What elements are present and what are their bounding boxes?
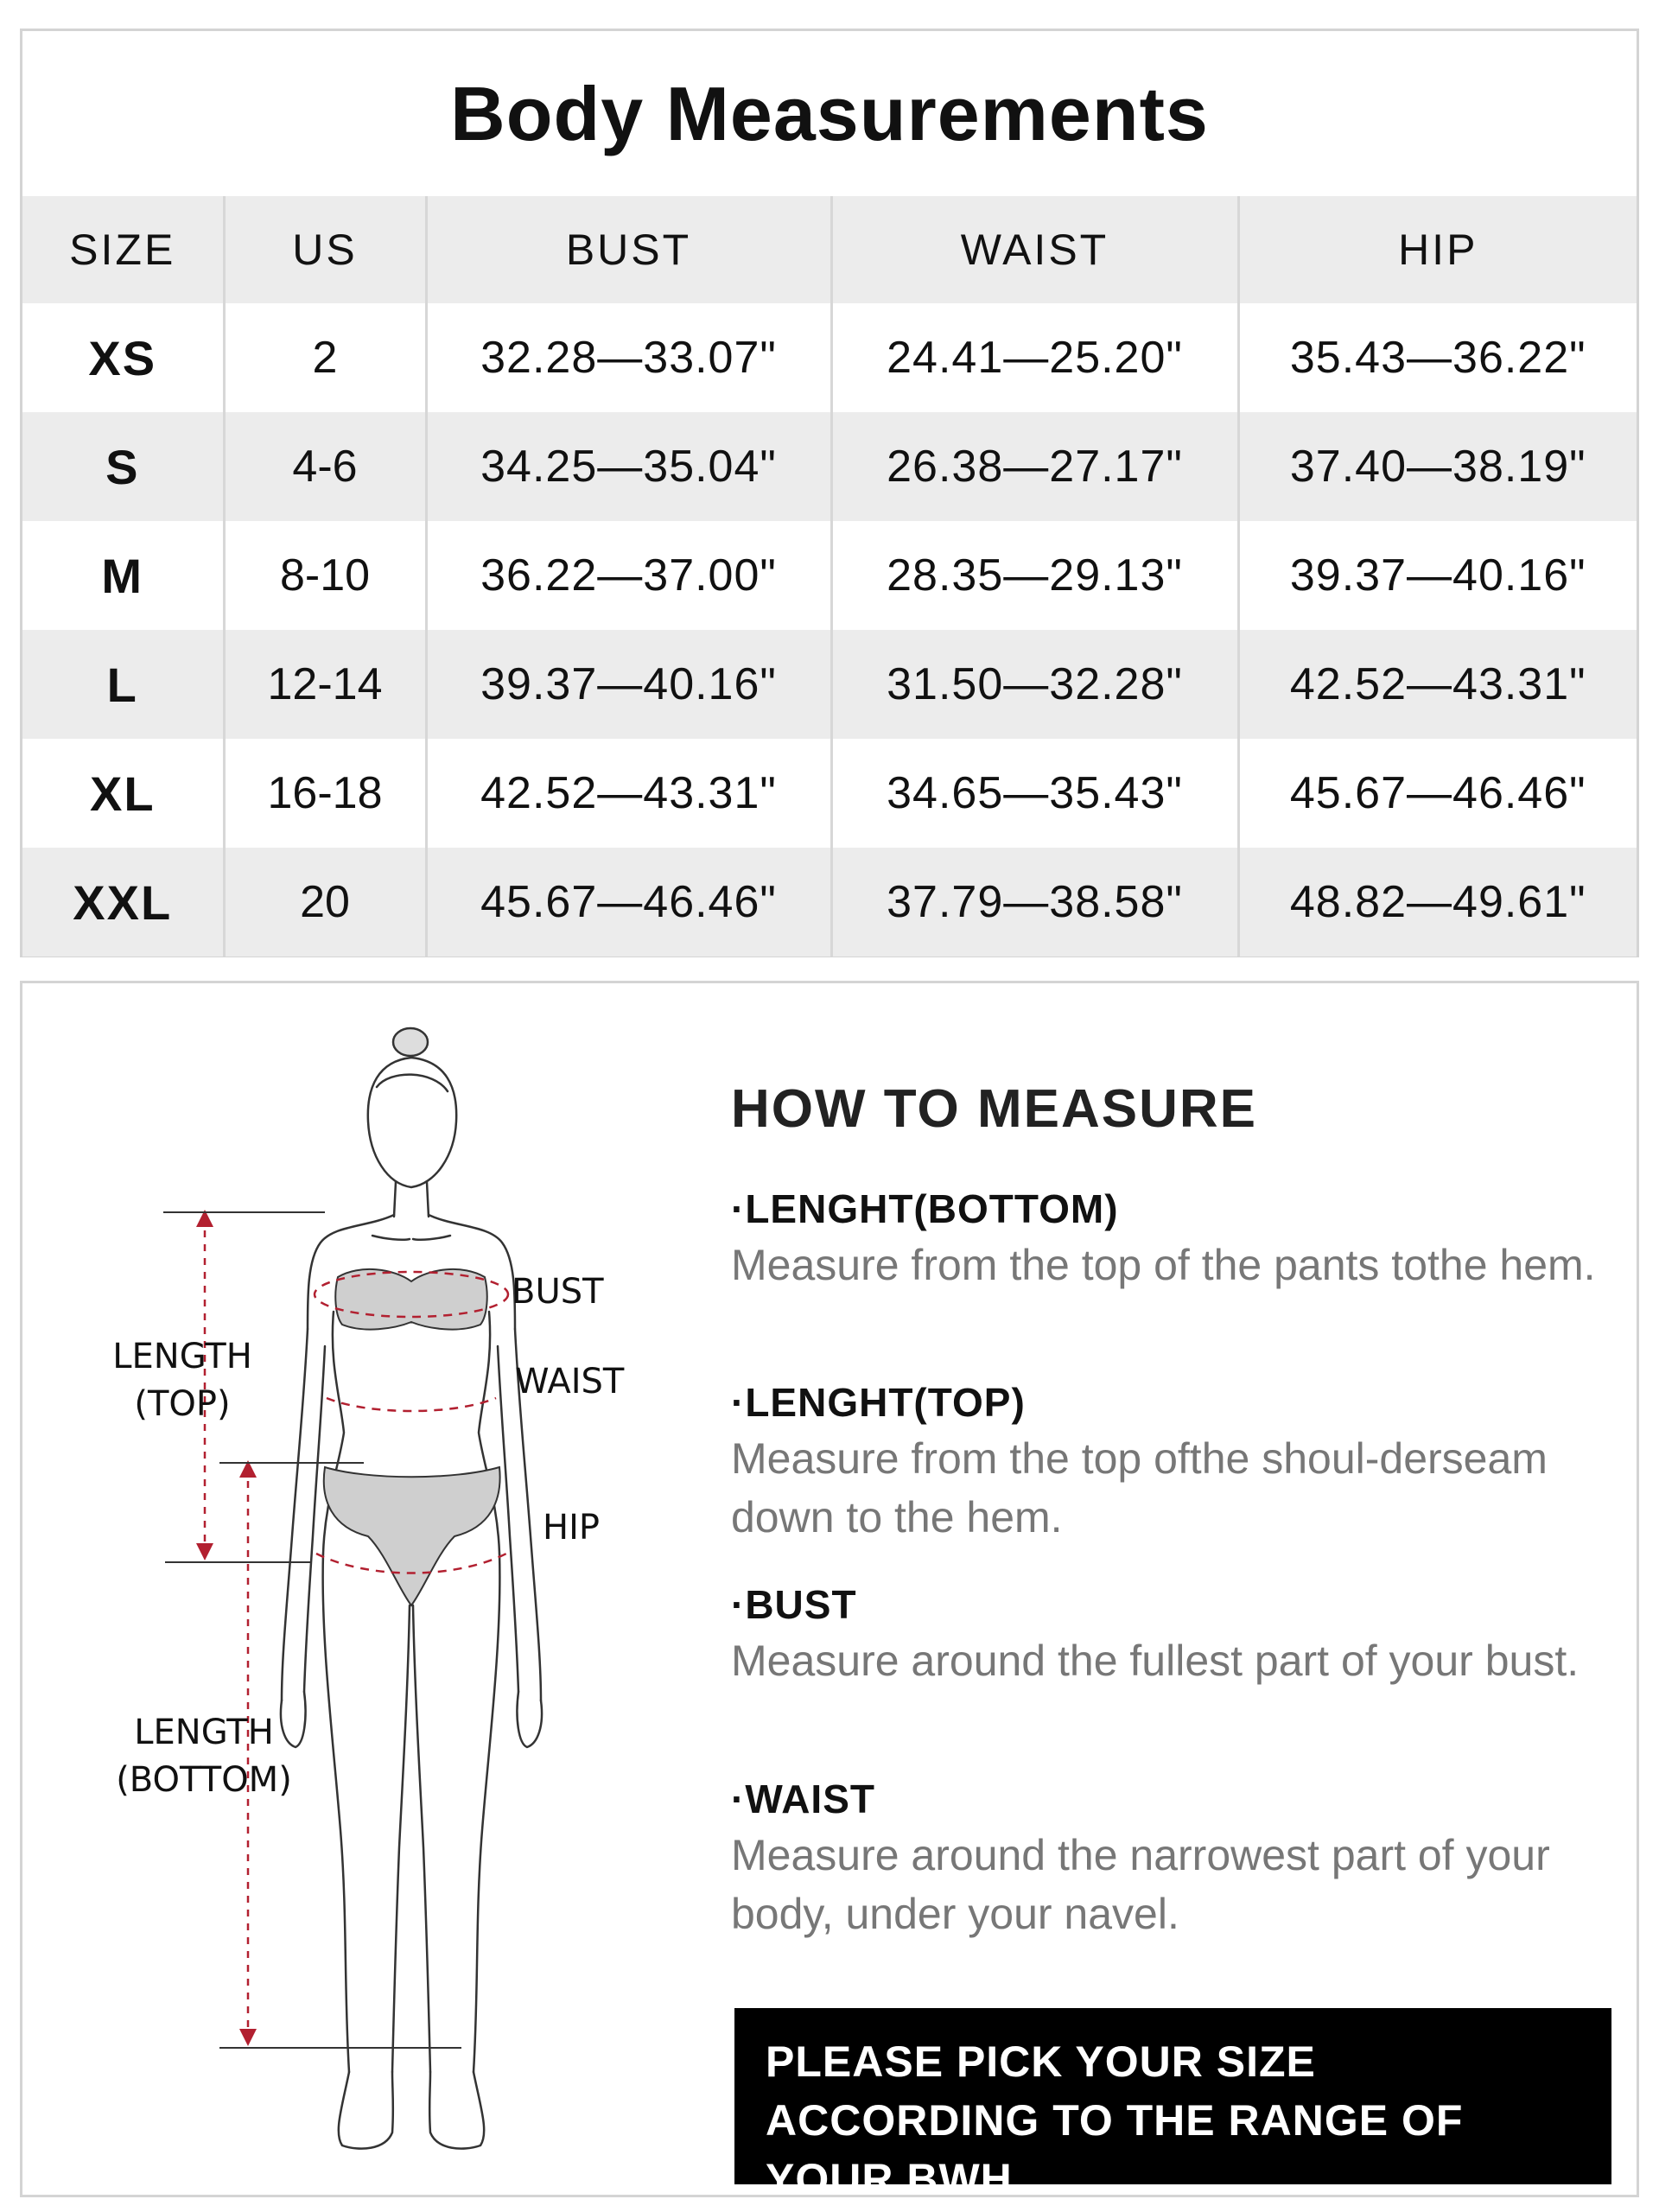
guide-item-heading: ·LENGHT(BOTTOM) (731, 1186, 1119, 1231)
hip-cell: 45.67—46.46" (1238, 739, 1637, 848)
us-cell: 20 (224, 848, 426, 957)
us-cell: 8-10 (224, 521, 426, 630)
how-to-measure-title: HOW TO MEASURE (731, 1079, 1257, 1139)
label-length-top-line1: LENGTH (112, 1337, 252, 1376)
label-waist: WAIST (515, 1362, 625, 1402)
bust-cell: 39.37—40.16" (426, 630, 831, 739)
guide-item-heading: ·LENGHT(TOP) (731, 1380, 1026, 1425)
chart-title: Body Measurements (450, 71, 1209, 156)
guide-item-heading: ·WAIST (731, 1777, 875, 1821)
bust-cell: 36.22—37.00" (426, 521, 831, 630)
hip-cell: 48.82—49.61" (1238, 848, 1637, 957)
label-length-bottom-line1: LENGTH (134, 1713, 274, 1752)
waist-cell: 31.50—32.28" (831, 630, 1238, 739)
guide-item-text: Measure around the narrowest part of your body, under your navel. (731, 1831, 1550, 1938)
bust-cell: 34.25—35.04" (426, 412, 831, 521)
header-waist: WAIST (831, 196, 1238, 303)
label-length-bottom-line2: (BOTTOM) (116, 1760, 292, 1800)
header-size: SIZE (69, 226, 176, 274)
guide-item-text: Measure around the fullest part of your bust. (731, 1637, 1580, 1685)
label-bust: BUST (512, 1272, 604, 1312)
header-us: US (224, 196, 426, 303)
guide-item-bust (731, 1580, 1630, 1690)
hip-cell: 39.37—40.16" (1238, 521, 1637, 630)
bust-cell: 42.52—43.31" (426, 739, 831, 848)
us-cell: 2 (224, 303, 426, 412)
header-hip: HIP (1238, 196, 1637, 303)
waist-cell: 26.38—27.17" (831, 412, 1238, 521)
us-cell: 4-6 (224, 412, 426, 521)
size-table (22, 196, 1637, 957)
guide-item-length-top (731, 1377, 1630, 1547)
hip-cell: 37.40—38.19" (1238, 412, 1637, 521)
waist-cell: 34.65—35.43" (831, 739, 1238, 848)
hip-cell: 42.52—43.31" (1238, 630, 1637, 739)
waist-cell: 37.79—38.58" (831, 848, 1238, 957)
size-chart-card (20, 29, 1639, 957)
table-row (22, 848, 1637, 957)
size-cell: XS (88, 330, 157, 385)
header-bust: BUST (426, 196, 831, 303)
waist-cell: 24.41—25.20" (831, 303, 1238, 412)
body-figure-illustration (22, 983, 731, 2195)
label-hip: HIP (543, 1508, 600, 1548)
measurement-arrows (196, 1210, 257, 2046)
guide-item-length-bottom (731, 1184, 1630, 1294)
size-cell: L (106, 657, 138, 712)
size-cell: M (101, 548, 144, 603)
table-row (22, 521, 1637, 630)
top-garment (335, 1269, 486, 1330)
guide-item-text: Measure from the top ofthe shoul-derseam down to the hem. (731, 1434, 1548, 1541)
guide-item-heading: ·BUST (731, 1582, 857, 1627)
table-row (22, 303, 1637, 412)
size-cell: XXL (73, 874, 173, 930)
table-row (22, 630, 1637, 739)
table-header-row (22, 196, 1637, 303)
guide-item-text: Measure from the top of the pants tothe hem. (731, 1241, 1596, 1289)
hip-cell: 35.43—36.22" (1238, 303, 1637, 412)
bust-cell: 45.67—46.46" (426, 848, 831, 957)
bottom-garment (324, 1467, 500, 1605)
table-row (22, 739, 1637, 848)
us-cell: 12-14 (224, 630, 426, 739)
table-row (22, 412, 1637, 521)
size-cell: S (105, 439, 140, 494)
size-pick-notice: PLEASE PICK YOUR SIZE ACCORDING TO THE RANGE OF YOUR BWH. (734, 2008, 1611, 2184)
bust-cell: 32.28—33.07" (426, 303, 831, 412)
waist-cell: 28.35—29.13" (831, 521, 1238, 630)
label-length-top-line2: (TOP) (134, 1384, 231, 1424)
measure-guide-card (20, 981, 1639, 2203)
us-cell: 16-18 (224, 739, 426, 848)
size-cell: XL (89, 766, 156, 821)
guide-item-waist (731, 1774, 1630, 1943)
